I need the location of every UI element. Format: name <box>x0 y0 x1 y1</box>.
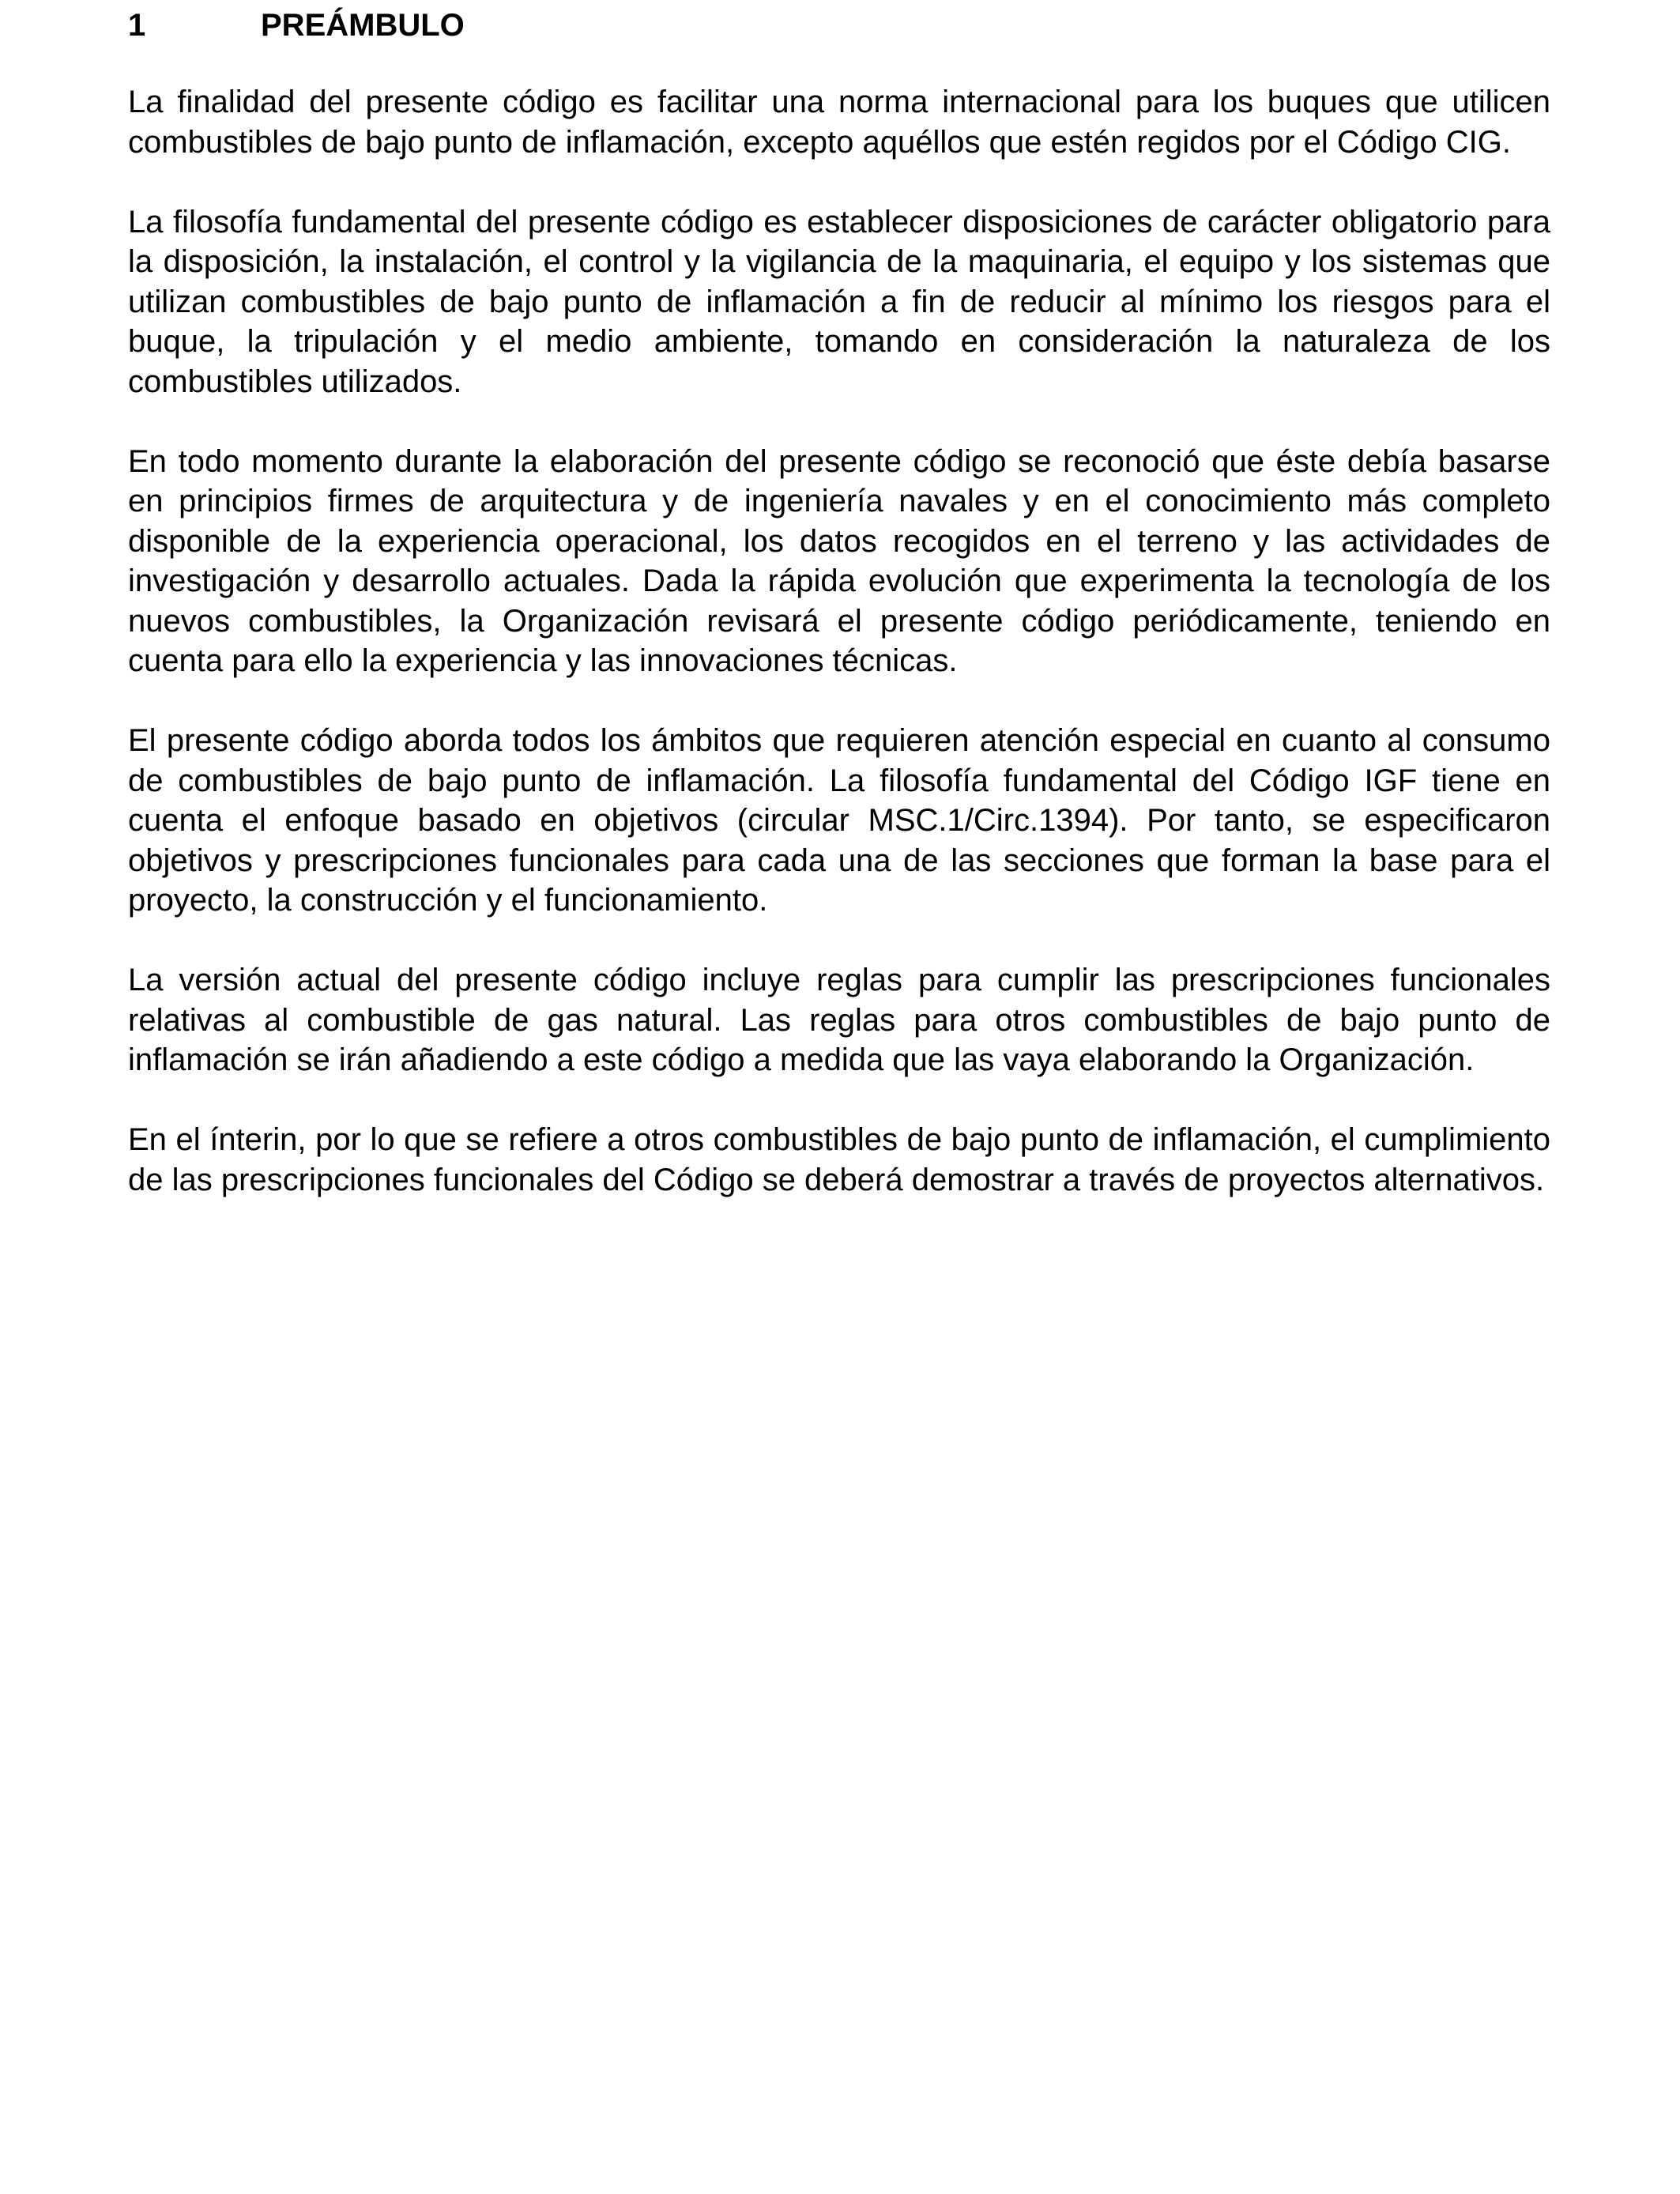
section-number: 1 <box>128 8 146 43</box>
paragraph: El presente código aborda todos los ámbitos que requieren atención especial en cuanto al consumo de combustibles de bajo punto de inflamación. La filosofía fundamental del Código IGF tiene en cuenta el enfoque basado en objetivos (circular MSC.1/Circ.1394). Por tanto, se especificaron objetivos y prescripciones funcionales para cada una de las secciones que forman la base para el proyecto, la construcción y el funcionamiento. <box>128 723 1550 918</box>
paragraph: En todo momento durante la elaboración del presente código se reconoció que éste debía basarse en principios firmes de arquitectura y de ingeniería navales y en el conocimiento más completo disponible de la experiencia operacional, los datos recogidos en el terreno y las actividades de investigación y desarrollo actuales. Dada la rápida evolución que experimenta la tecnología de los nuevos combustibles, la Organización revisará el presente código periódicamente, teniendo en cuenta para ello la experiencia y las innovaciones técnicas. <box>128 443 1550 678</box>
document-body <box>128 82 1550 1240</box>
section-title: PREÁMBULO <box>261 8 465 43</box>
paragraph: La versión actual del presente código incluye reglas para cumplir las prescripciones funcionales relativas al combustible de gas natural. Las reglas para otros combustibles de bajo punto de inflamación se irán añadiendo a este código a medida que las vaya elaborando la Organización. <box>128 963 1550 1077</box>
paragraph: En el ínterin, por lo que se refiere a otros combustibles de bajo punto de inflamación, el cumplimiento de las prescripciones funcionales del Código se deberá demostrar a través de proyectos alternativos. <box>128 1122 1550 1197</box>
paragraph: La finalidad del presente código es facilitar una norma internacional para los buques que utilicen combustibles de bajo punto de inflamación, excepto aquéllos que estén regidos por el Código CIG. <box>128 85 1550 160</box>
section-heading <box>128 6 465 44</box>
paragraph: La filosofía fundamental del presente código es establecer disposiciones de carácter obligatorio para la disposición, la instalación, el control y la vigilancia de la maquinaria, el equipo y los sistemas que utilizan combustibles de bajo punto de inflamación a fin de reducir al mínimo los riesgos para el buque, la tripulación y el medio ambiente, tomando en consideración la naturaleza de los combustibles utilizados. <box>128 204 1550 399</box>
